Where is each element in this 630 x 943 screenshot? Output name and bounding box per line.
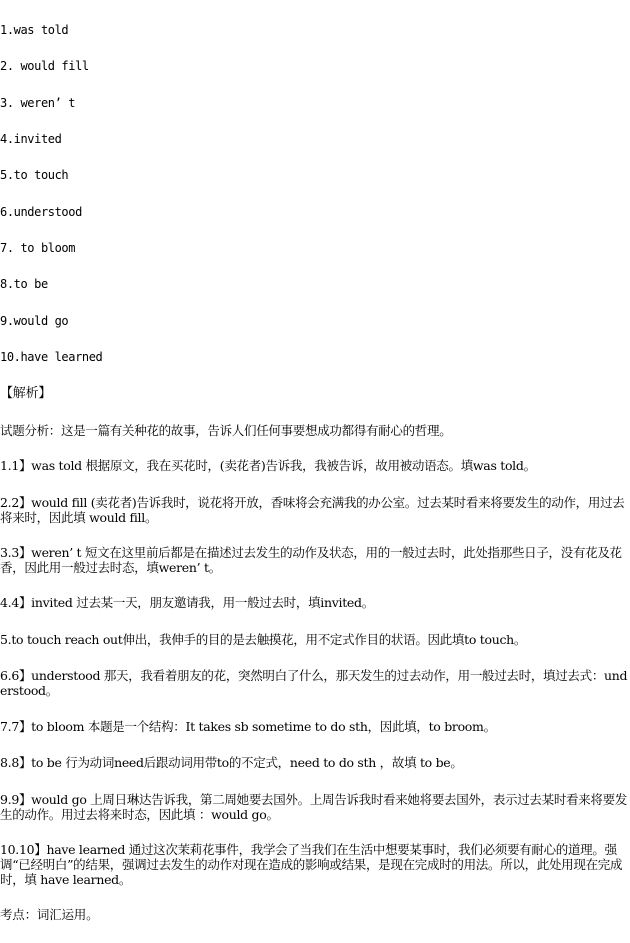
analysis-intro: 试题分析：这是一篇有关种花的故事，告诉人们任何事要想成功都得有耐心的哲理。: [0, 423, 452, 438]
explanation-6: 6.6】understood 那天，我看着朋友的花，突然明白了什么，那天发生的过去动作，用一般过去时，填过去式：understood。: [0, 668, 628, 698]
explanation-8: 8.8】to be 行为动词need后跟动词用带to的不定式，need to do sth ，故填 to be。: [0, 755, 463, 770]
answer-item-4: 4.invited: [0, 132, 62, 146]
answer-item-9: 9.would go: [0, 314, 69, 328]
explanation-4: 4.4】invited 过去某一天，朋友邀请我，用一般过去时，填invited。: [0, 595, 374, 610]
answer-item-7: 7. to bloom: [0, 241, 76, 255]
answer-item-3: 3. weren’ t: [0, 96, 76, 110]
explanation-7: 7.7】to bloom 本题是一个结构：It takes sb sometime to do sth，因此填，to broom。: [0, 719, 496, 734]
answer-item-5: 5.to touch: [0, 168, 69, 182]
answer-item-10: 10.have learned: [0, 350, 103, 364]
explanation-9: 9.9】would go 上周日琳达告诉我，第二周她要去国外。上周告诉我时看来她将要去国外，表示过去某时看来将要发生的动作。用过去将来时态，因此填 ：would go。: [0, 792, 628, 822]
explanation-5: 5.to touch reach out伸出，我伸手的目的是去触摸花，用不定式作目的状语。因此填to touch。: [0, 632, 527, 647]
answer-item-1: 1.was told: [0, 23, 69, 37]
answer-item-2: 2. would fill: [0, 59, 89, 73]
explanation-2: 2.2】would fill (卖花者)告诉我时，说花将开放，香味将会充满我的办公室。过去某时看来将要发生的动作，用过去将来时，因此填 would fill。: [0, 495, 625, 525]
explanation-10: 10.10】have learned 通过这次茉莉花事件，我学会了当我们在生活中想要某事时，我们必须要有耐心的道理。强调“已经明白”的结果，强调过去发生的动作对现在造成的影响或结果，是现在完成时的用法。所以，此处用现在完成时，填 have learned。: [0, 842, 623, 887]
explanation-3: 3.3】weren’ t 短文在这里前后都是在描述过去发生的动作及状态，用的一般过去时，此处指那些日子，没有花及花香，因此用一般过去时态，填weren’ t。: [0, 545, 622, 575]
analysis-heading: 【解析】: [0, 386, 52, 401]
test-point: 考点：词汇运用。: [0, 907, 99, 922]
answer-item-6: 6.understood: [0, 205, 82, 219]
answer-item-8: 8.to be: [0, 277, 48, 291]
explanation-1: 1.1】was told 根据原文，我在买花时，(卖花者)告诉我，我被告诉，故用被动语态。填was told。: [0, 458, 536, 473]
